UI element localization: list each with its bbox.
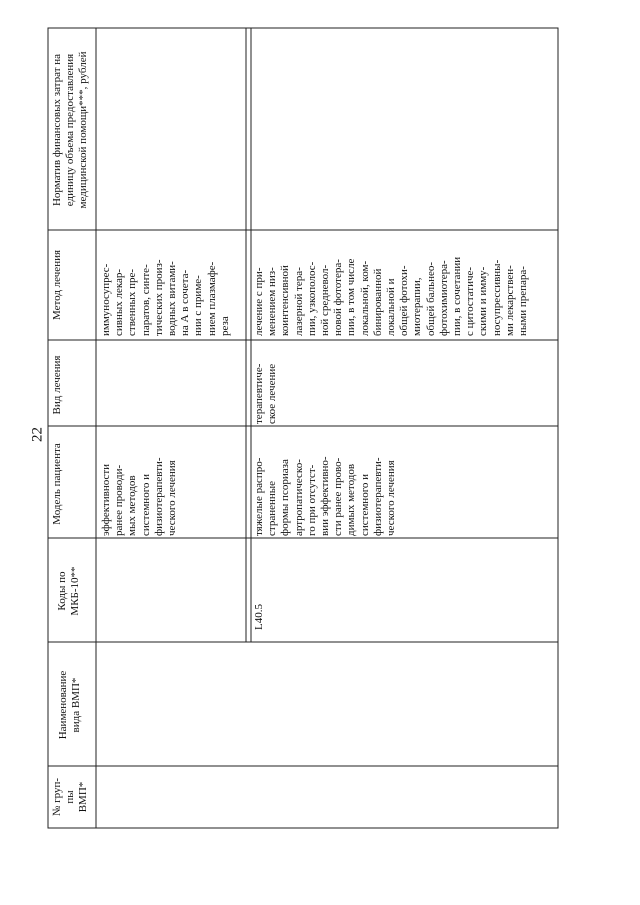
row2-patient-model: тяжелые распро- страненные формы псориаза артропатическо- го при отсутст- вии эффективно- сти ранее прово- димых методов системного и физиотерапевти- ческого лечения bbox=[253, 456, 398, 536]
row2-treatment-method: лечение с при- менением низ- коинтенсивной лазерной тера- пии, узкополос- ной средневол- новой фототера- пии, в том числе локальной, ком- бинированной локальной и общей фотохи- миотерапии, общей бальнео- фотохимиотера- пии, в сочетании с цитостатиче- скими и имму- носупрессивны- ми лекарствен- ными препара- bbox=[253, 256, 530, 336]
header-vmp-name: Наименование вида ВМП* bbox=[57, 670, 83, 740]
header-patient-model: Модель пациента bbox=[51, 443, 63, 525]
header-cost-norm: Норматив финансовых затрат на единицу объема предоставления медицинской помощи***, рублей bbox=[51, 51, 90, 209]
header-group-no: № груп- пы ВМП* bbox=[51, 777, 90, 817]
row1-patient-model: эффективности ранее проводи- мых методов системного и физиотерапевти- ческого лечения bbox=[100, 457, 179, 536]
header-treatment-method: Метод лечения bbox=[51, 249, 63, 321]
header-icd-codes: Коды по МКБ-10** bbox=[56, 566, 82, 616]
page-number: 22 bbox=[29, 427, 46, 442]
row2-icd-codes: L40.5 bbox=[253, 604, 265, 630]
row2-treatment-type: терапевтиче- ское лечение bbox=[253, 363, 279, 424]
rotated-table bbox=[48, 28, 568, 828]
row1-treatment-method: иммуносупрес- сивных лекар- ственных пре- паратов, синте- тических произ- водных витами- на А в сочета- нии с приме- нием плазмафе- реза bbox=[100, 259, 231, 336]
header-treatment-type: Вид лечения bbox=[51, 355, 63, 415]
